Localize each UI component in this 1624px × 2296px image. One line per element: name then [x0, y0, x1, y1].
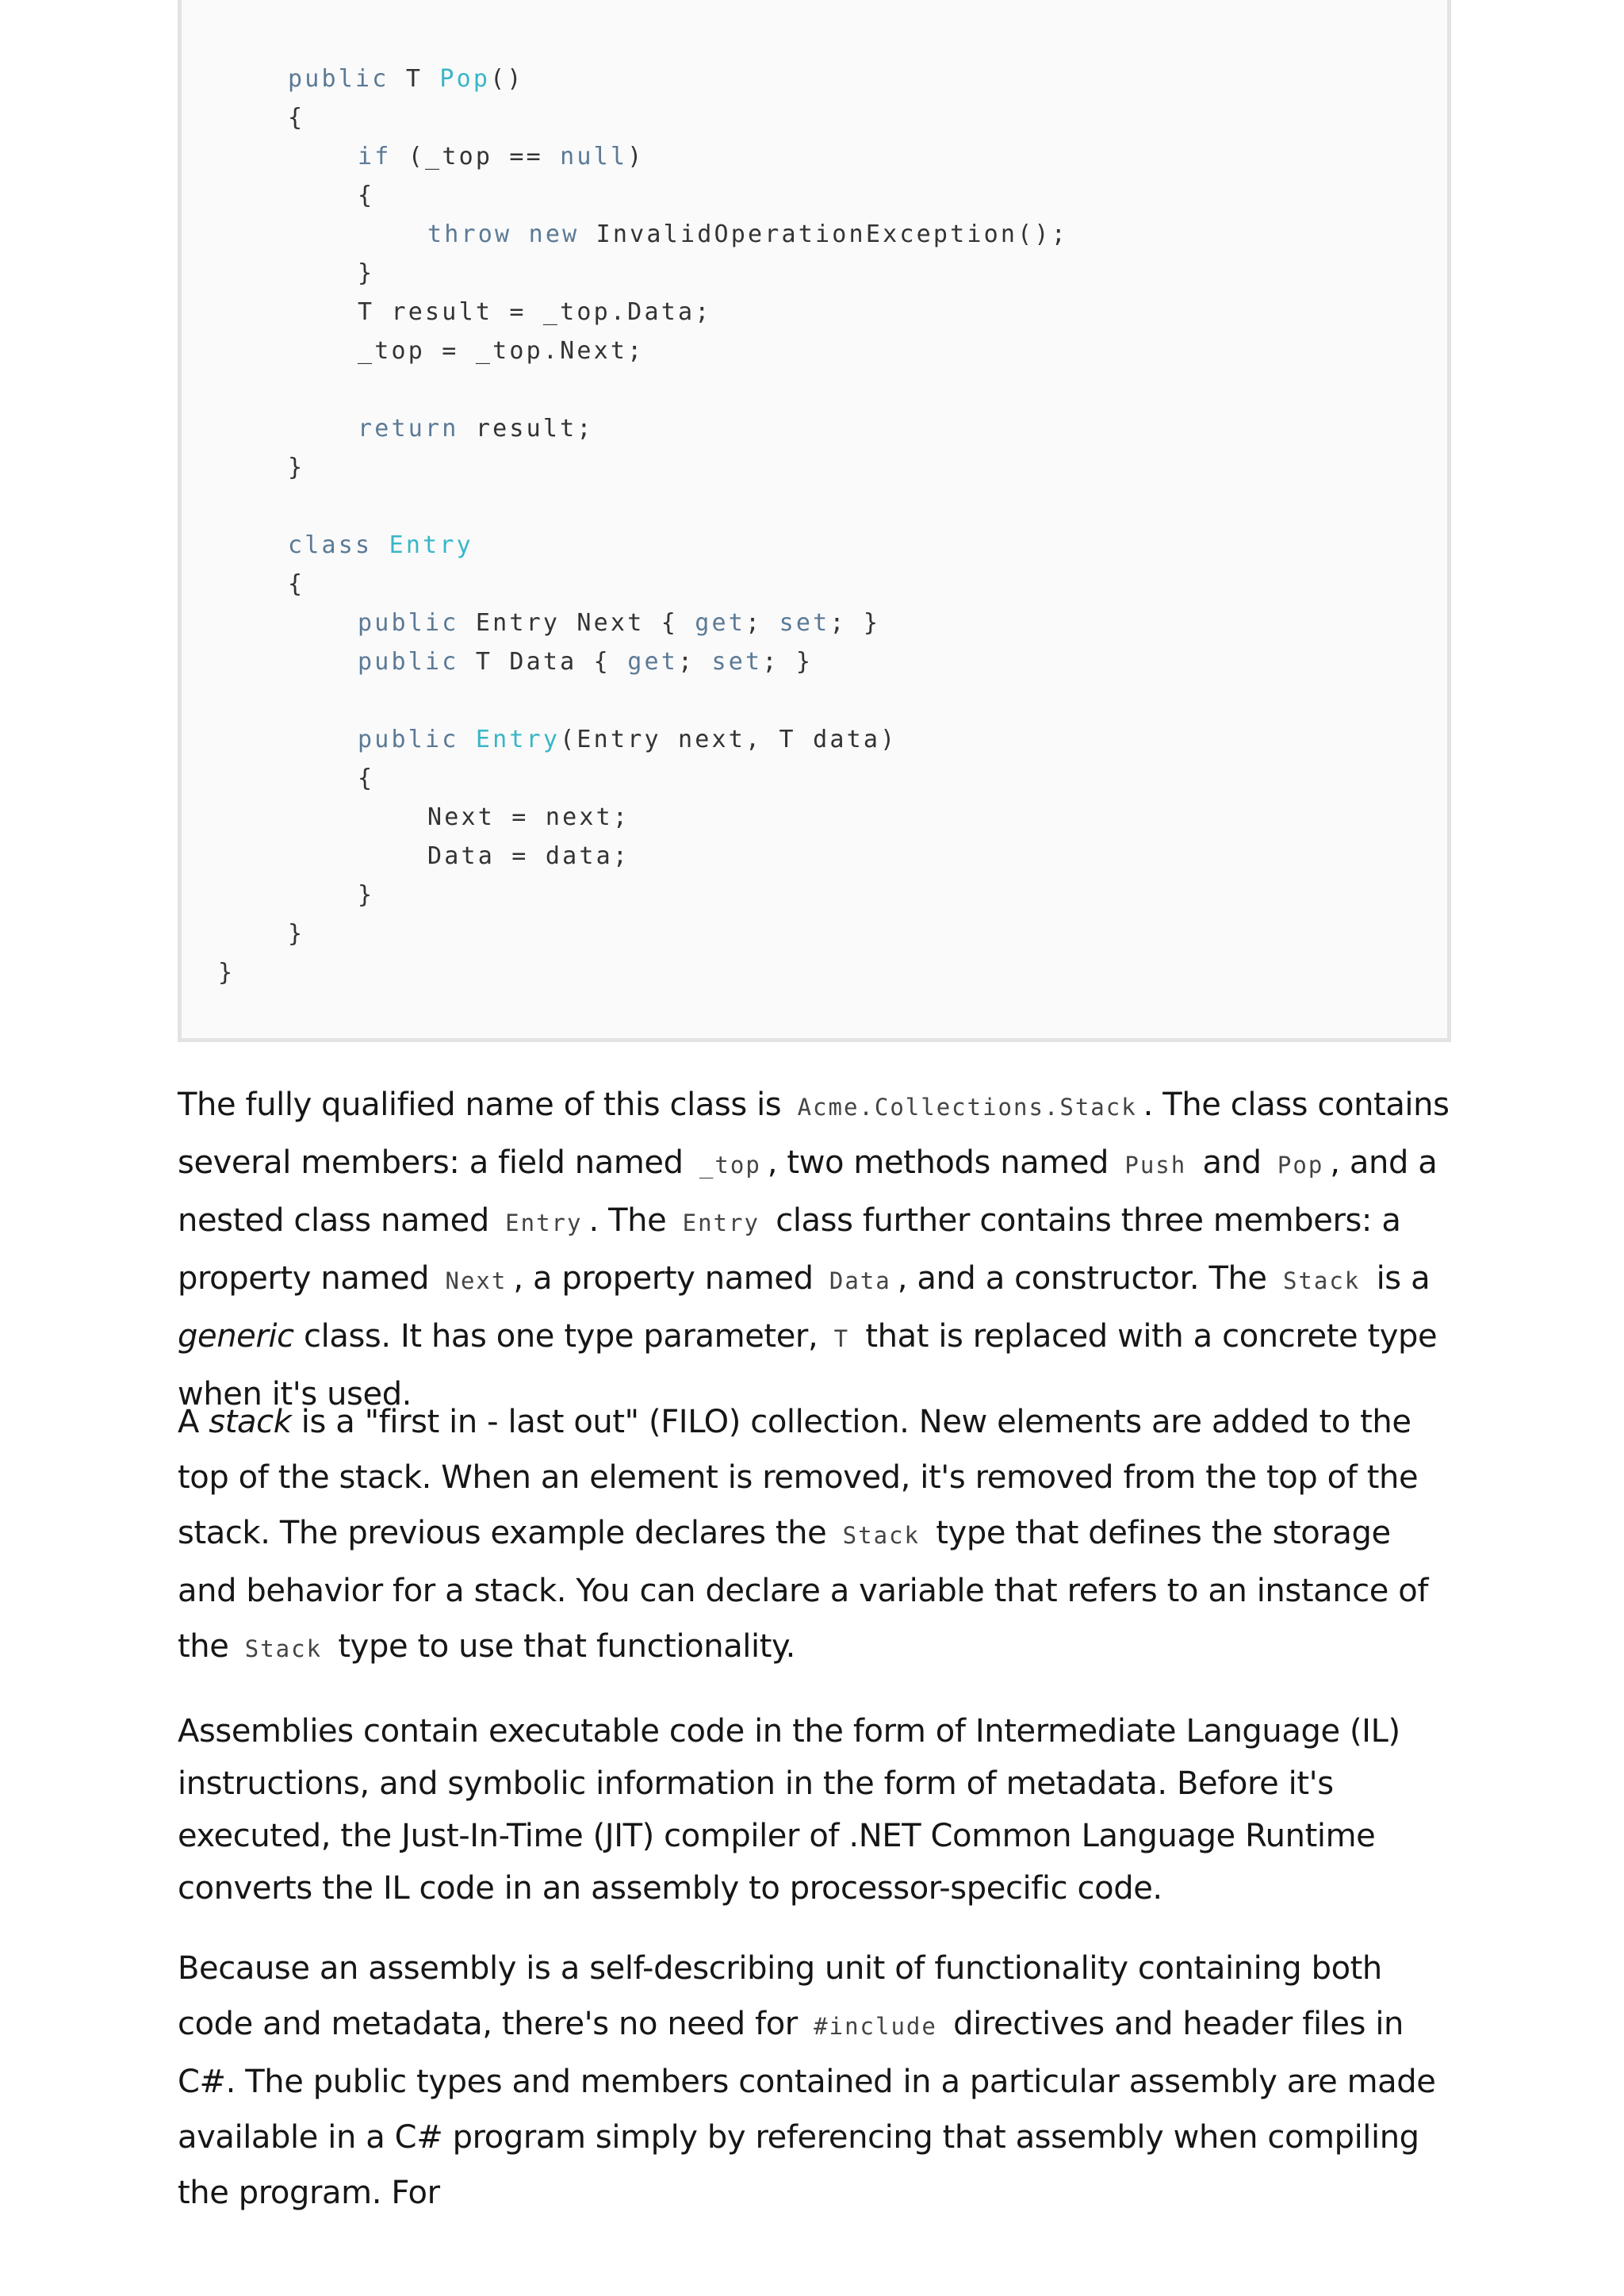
paragraph-class-members: [178, 1077, 1454, 1422]
code-line: [288, 918, 304, 950]
code-token: ;: [678, 648, 712, 676]
paragraph-self-describing: [178, 1941, 1454, 2221]
text-run: , two methods named: [767, 1144, 1119, 1181]
code-line: [358, 763, 374, 795]
code-line: [358, 608, 880, 639]
code-token: {: [358, 765, 375, 792]
code-line: [358, 335, 644, 367]
code-token: (Entry next, T data): [560, 726, 898, 753]
code-token: class: [288, 531, 373, 559]
inline-code: T: [833, 1325, 850, 1352]
code-token: }: [288, 454, 305, 481]
text-run: type that defines the storage and behavior for a stack. You can declare a variable that refers to an instance of the: [178, 1515, 1429, 1665]
text-run: class. It has one type parameter,: [293, 1318, 828, 1355]
code-line: [288, 569, 304, 600]
code-token: Pop: [439, 65, 491, 93]
code-token: Entry Next {: [458, 609, 695, 637]
code-line: [427, 841, 630, 872]
emphasis: stack: [209, 1404, 292, 1440]
code-token: ; }: [829, 609, 881, 637]
inline-code: #include: [814, 2013, 937, 2040]
text-run: Assemblies contain executable code in the form of Intermediate Language (IL) instructions, and symbolic information in the form of metadata. Before it's executed, the Just-In-Time (JIT) compiler of .NET Common Language Runtime converts the IL code in an assembly to processor-specific code.: [178, 1713, 1400, 1907]
paragraph-stack-definition: [178, 1394, 1454, 1677]
code-line: [358, 724, 897, 756]
inline-code: Entry: [682, 1209, 760, 1236]
text-run: is a: [1366, 1260, 1431, 1297]
code-token: null: [560, 143, 628, 171]
code-token: [511, 220, 528, 248]
code-line: [358, 297, 712, 328]
code-token: set: [779, 609, 830, 637]
text-run: Because an assembly is a self-describing unit of functionality containing both code and metadata, there's no need for: [178, 1950, 1382, 2042]
code-token: ): [627, 143, 645, 171]
text-run: is a "first in - last out" (FILO) collection. New elements are added to the top of the stack. When an element is removed, it's removed from the top of the stack. The previous example declares the: [178, 1404, 1419, 1551]
code-token: {: [358, 182, 375, 209]
code-token: result;: [458, 415, 594, 443]
paragraph-assemblies: [178, 1705, 1454, 1915]
code-token: {: [288, 104, 305, 132]
code-line: [358, 180, 374, 212]
code-line: [358, 646, 813, 678]
inline-code: _top: [699, 1152, 761, 1179]
code-token: get: [695, 609, 746, 637]
code-token: Next = next;: [427, 803, 630, 831]
code-token: get: [627, 648, 678, 676]
text-run: A: [178, 1404, 209, 1440]
text-run: , and a nested class named: [178, 1144, 1438, 1239]
code-token: new: [528, 220, 580, 248]
code-token: ; }: [762, 648, 814, 676]
text-run: and: [1193, 1144, 1271, 1181]
code-token: }: [358, 259, 375, 287]
text-run: class further contains three members: a property named: [178, 1202, 1401, 1297]
text-run: . The class contains several members: a field named: [178, 1087, 1450, 1181]
inline-code: Stack: [244, 1635, 323, 1662]
inline-code: Acme.Collections.Stack: [797, 1094, 1137, 1121]
code-line: [358, 141, 644, 173]
code-token: public: [358, 648, 459, 676]
code-token: [372, 531, 389, 559]
code-line: [427, 802, 630, 834]
code-token: ;: [745, 609, 779, 637]
code-token: (): [490, 65, 524, 93]
code-token: T: [389, 65, 440, 93]
text-run: . The: [588, 1202, 676, 1239]
code-token: if: [358, 143, 392, 171]
text-run: , and a constructor. The: [897, 1260, 1277, 1297]
text-run: type to use that functionality.: [328, 1628, 795, 1665]
text-run: that is replaced with a concrete type when it's used.: [178, 1318, 1438, 1412]
code-token: }: [358, 881, 375, 909]
code-token: Entry: [475, 726, 561, 753]
code-token: T result = _top.Data;: [358, 298, 712, 326]
code-token: throw: [427, 220, 512, 248]
code-token: [459, 726, 476, 753]
code-line: [427, 219, 1068, 251]
inline-code: Pop: [1277, 1152, 1324, 1179]
code-line: [288, 452, 304, 484]
code-line: [358, 880, 374, 911]
inline-code: Stack: [1282, 1267, 1361, 1294]
code-token: (_top ==: [391, 143, 561, 171]
inline-code: Push: [1124, 1152, 1187, 1179]
code-token: public: [358, 726, 459, 753]
code-line: [288, 63, 524, 95]
inline-code: Data: [829, 1267, 891, 1294]
inline-code: Next: [445, 1267, 508, 1294]
code-token: _top = _top.Next;: [358, 337, 645, 365]
code-line: [358, 258, 374, 289]
code-token: return: [358, 415, 459, 443]
code-token: }: [288, 920, 305, 948]
text-run: The fully qualified name of this class is: [178, 1087, 791, 1123]
code-token: Data = data;: [427, 842, 630, 870]
code-line: [288, 102, 304, 134]
code-token: {: [288, 570, 305, 598]
code-line: [288, 530, 473, 562]
code-token: public: [358, 609, 459, 637]
code-line: [218, 957, 235, 989]
code-token: T Data {: [458, 648, 628, 676]
text-run: , a property named: [513, 1260, 823, 1297]
code-token: set: [711, 648, 763, 676]
emphasis: generic: [178, 1318, 294, 1355]
code-token: public: [288, 65, 389, 93]
inline-code: Stack: [842, 1522, 920, 1549]
code-token: }: [218, 959, 236, 987]
inline-code: Entry: [505, 1209, 583, 1236]
code-line: [358, 413, 594, 445]
code-block: [178, 0, 1451, 1042]
code-token: Entry: [389, 531, 473, 559]
text-run: directives and header files in C#. The public types and members contained in a particular assembly are made available in a C# program simply by referencing that assembly when compiling the program. For: [178, 2006, 1436, 2211]
code-token: InvalidOperationException();: [579, 220, 1068, 248]
